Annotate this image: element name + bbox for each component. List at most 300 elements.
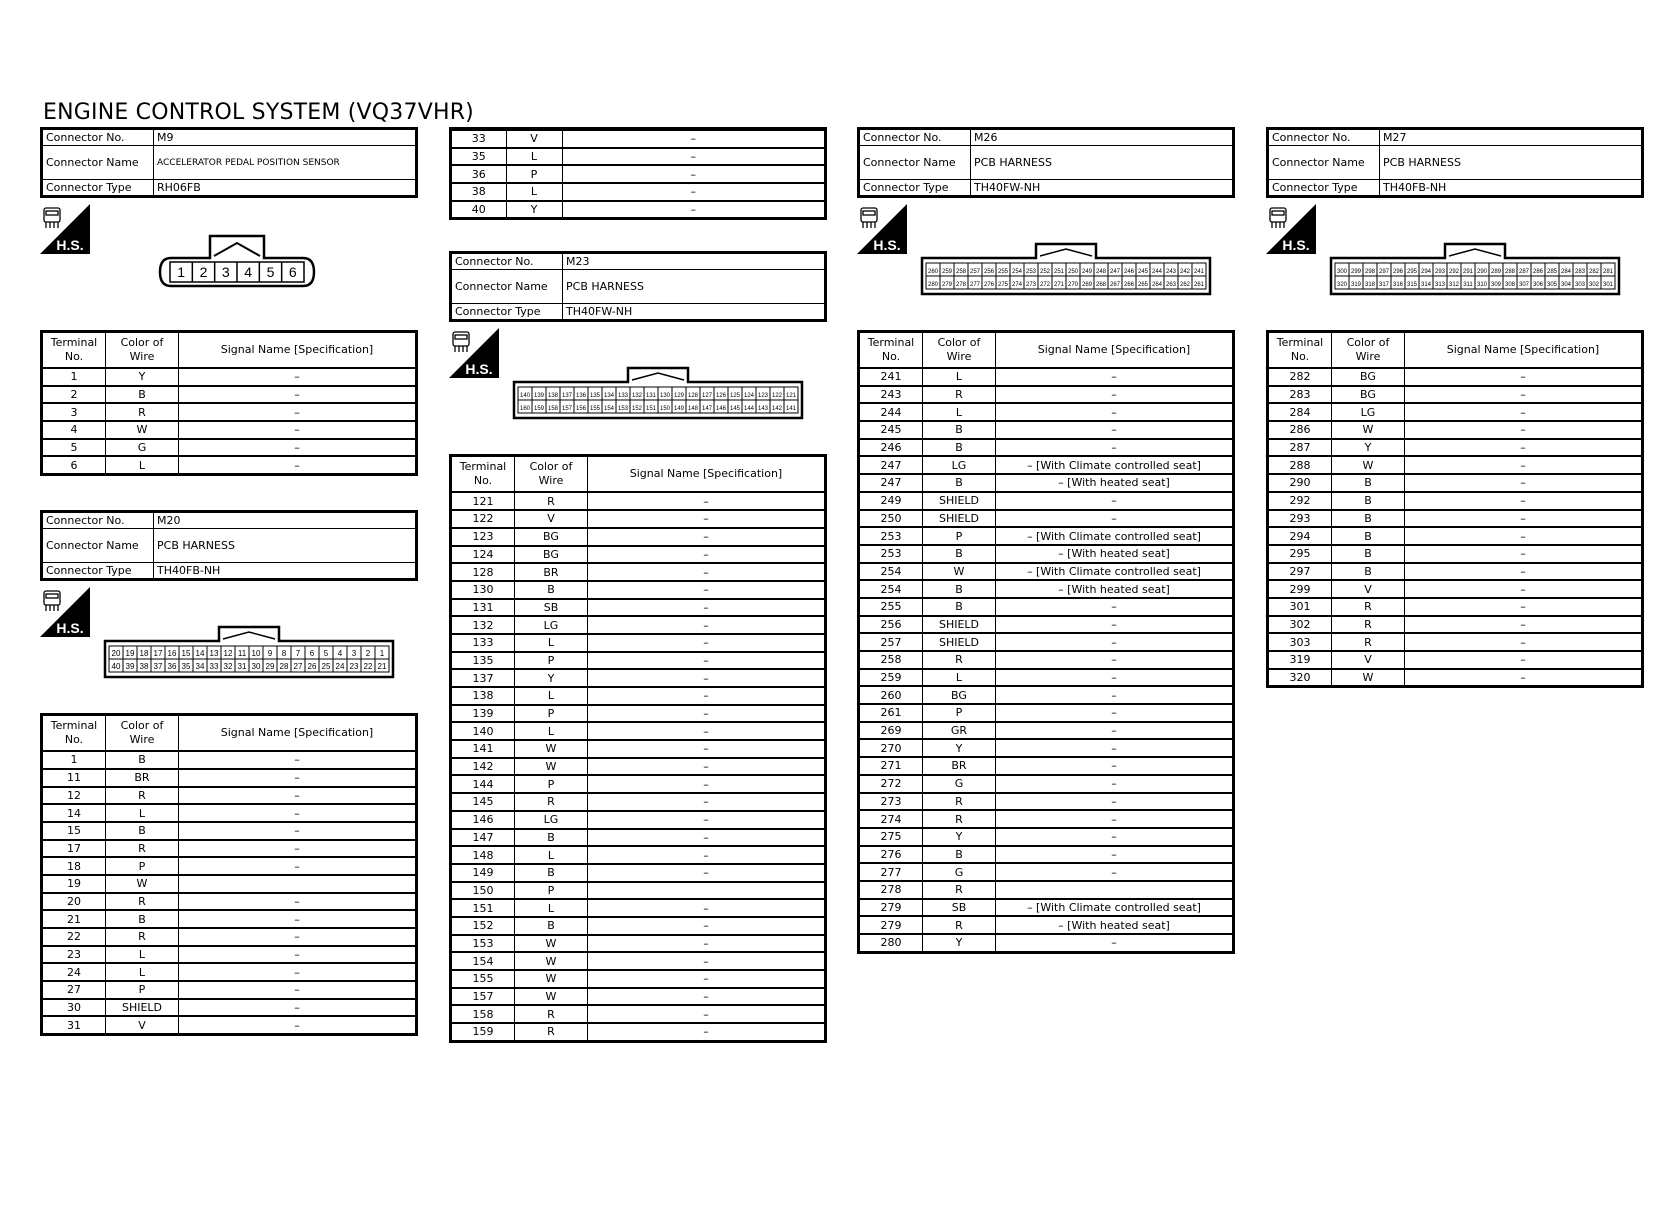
- signal-name: [179, 875, 417, 893]
- wire-color: P: [515, 775, 588, 793]
- table-row: [42, 928, 417, 946]
- connector-no-label: Connector No.: [859, 129, 971, 146]
- terminal-no: 243: [859, 386, 923, 404]
- signal-name: –: [588, 899, 826, 917]
- signal-name: –: [996, 686, 1234, 704]
- wire-color: L: [106, 946, 179, 964]
- pin-label: 317: [1378, 282, 1390, 288]
- signal-name: –: [588, 935, 826, 953]
- wire-color: B: [1332, 563, 1405, 581]
- pin-label: 270: [1067, 282, 1079, 288]
- pin-label: 10: [251, 649, 261, 659]
- table-row: [451, 1005, 826, 1023]
- terminal-no: 124: [451, 546, 515, 564]
- signal-name: –: [179, 769, 417, 787]
- table-row: [1268, 421, 1643, 439]
- pin-label: 129: [673, 393, 685, 400]
- table-row: [859, 793, 1234, 811]
- terminal-no: 138: [451, 687, 515, 705]
- wire-color-header: Color of Wire: [106, 715, 179, 752]
- pin-label: 154: [603, 406, 615, 413]
- wire-color: P: [515, 882, 588, 900]
- table-row: [42, 875, 417, 893]
- table-row: [42, 893, 417, 911]
- table-row: [1268, 368, 1643, 386]
- pin-label: 283: [1574, 269, 1586, 275]
- signal-name: –: [996, 775, 1234, 793]
- connector-info-table: [40, 510, 418, 581]
- wire-color: L: [106, 804, 179, 822]
- wire-color: L: [506, 183, 562, 201]
- signal-name: –: [996, 934, 1234, 952]
- pin-label: 17: [153, 649, 163, 659]
- wire-color: BG: [515, 546, 588, 564]
- terminal-no: 121: [451, 492, 515, 510]
- signal-name: –: [179, 981, 417, 999]
- table-row: [859, 492, 1234, 510]
- wire-color: W: [106, 421, 179, 439]
- wire-color: W: [1332, 456, 1405, 474]
- terminal-table: [1266, 330, 1644, 688]
- wire-color: L: [106, 456, 179, 474]
- pin-label: 255: [997, 269, 1009, 275]
- pin-label: 158: [547, 406, 559, 413]
- hs-label: H.S.: [873, 237, 901, 253]
- pin-label: 11: [237, 649, 247, 659]
- harness-side-icon: [449, 328, 499, 378]
- connector-block: [449, 251, 827, 1042]
- terminal-table-header: [451, 456, 826, 493]
- pin-label: 6: [288, 264, 297, 280]
- wire-color: LG: [923, 456, 996, 474]
- table-row: [42, 751, 417, 769]
- terminal-no: 319: [1268, 651, 1332, 669]
- signal-name: –: [562, 148, 826, 166]
- wire-color: B: [515, 917, 588, 935]
- signal-name: –: [179, 928, 417, 946]
- pin-label: 149: [673, 406, 685, 413]
- wire-color: B: [1332, 545, 1405, 563]
- signal-name: –: [1405, 492, 1643, 510]
- connector-type-label: Connector Type: [42, 180, 154, 197]
- terminal-no: 157: [451, 988, 515, 1006]
- wire-color: B: [923, 846, 996, 864]
- pin-label: 288: [1504, 269, 1516, 275]
- wire-color: P: [515, 705, 588, 723]
- wire-color: W: [106, 875, 179, 893]
- signal-name: – [With heated seat]: [996, 474, 1234, 492]
- wire-color: R: [923, 881, 996, 899]
- table-row: [859, 598, 1234, 616]
- wire-color: LG: [515, 616, 588, 634]
- terminal-no: 295: [1268, 545, 1332, 563]
- signal-name: –: [996, 810, 1234, 828]
- pin-label: 40: [111, 662, 121, 672]
- pin-label: 28: [279, 662, 289, 672]
- pin-label: 250: [1067, 269, 1079, 275]
- table-row: [451, 705, 826, 723]
- connector-no-row: [42, 129, 417, 146]
- pin-label: 139: [533, 393, 545, 400]
- connector-face-diagram: [920, 242, 1212, 296]
- terminal-table-header: [42, 332, 417, 369]
- signal-name: –: [1405, 510, 1643, 528]
- pin-label: 313: [1434, 282, 1446, 288]
- table-row: [42, 963, 417, 981]
- signal-name: –: [179, 999, 417, 1017]
- table-row: [42, 769, 417, 787]
- signal-name: –: [588, 722, 826, 740]
- table-row: [1268, 492, 1643, 510]
- wire-color: L: [506, 148, 562, 166]
- table-row: [42, 787, 417, 805]
- signal-name: –: [1405, 403, 1643, 421]
- table-row: [451, 492, 826, 510]
- wire-color: GR: [923, 722, 996, 740]
- connector-name-label: Connector Name: [1268, 146, 1380, 180]
- terminal-no: 15: [42, 822, 106, 840]
- connector-no-value: M26: [971, 129, 1234, 146]
- pin-label: 274: [1011, 282, 1023, 288]
- signal-name: –: [996, 439, 1234, 457]
- terminal-no: 283: [1268, 386, 1332, 404]
- signal-name: –: [179, 456, 417, 474]
- terminal-no: 320: [1268, 669, 1332, 687]
- signal-name: –: [179, 439, 417, 457]
- table-row: [451, 510, 826, 528]
- terminal-no: 27: [42, 981, 106, 999]
- terminal-no: 35: [451, 148, 507, 166]
- pin-label: 247: [1109, 269, 1121, 275]
- terminal-no: 257: [859, 633, 923, 651]
- connector-no-row: [859, 129, 1234, 146]
- pin-label: 27: [293, 662, 303, 672]
- terminal-no: 140: [451, 722, 515, 740]
- connector-face-diagram: [103, 625, 395, 679]
- terminal-no: 272: [859, 775, 923, 793]
- pin-label: 142: [771, 406, 783, 413]
- wire-color: V: [1332, 580, 1405, 598]
- terminal-no: 246: [859, 439, 923, 457]
- terminal-no: 253: [859, 545, 923, 563]
- connector-no-value: M27: [1380, 129, 1643, 146]
- page-title: ENGINE CONTROL SYSTEM (VQ37VHR): [43, 100, 474, 125]
- terminal-no: 6: [42, 456, 106, 474]
- pin-label: 146: [715, 406, 727, 413]
- terminal-no: 4: [42, 421, 106, 439]
- wire-color: R: [106, 893, 179, 911]
- wire-color: L: [923, 368, 996, 386]
- signal-name: –: [1405, 545, 1643, 563]
- terminal-no: 303: [1268, 633, 1332, 651]
- table-row: [1268, 633, 1643, 651]
- wire-color: B: [515, 829, 588, 847]
- pin-label: 284: [1560, 269, 1572, 275]
- terminal-no: 33: [451, 131, 507, 148]
- pin-label: 262: [1179, 282, 1191, 288]
- table-row: [451, 165, 826, 183]
- signal-name: –: [179, 946, 417, 964]
- signal-name: –: [179, 751, 417, 769]
- table-row: [859, 545, 1234, 563]
- wire-color: R: [515, 793, 588, 811]
- wire-color: P: [923, 527, 996, 545]
- hs-label: H.S.: [56, 237, 84, 253]
- signal-name: –: [179, 840, 417, 858]
- table-row: [451, 131, 826, 148]
- wire-color: G: [923, 775, 996, 793]
- pin-label: 269: [1081, 282, 1093, 288]
- wire-color: R: [515, 1005, 588, 1023]
- table-row: [1268, 510, 1643, 528]
- connector-name-label: Connector Name: [42, 529, 154, 563]
- terminal-table-header: [42, 715, 417, 752]
- connector-no-value: M23: [563, 253, 826, 270]
- connector-type-row: [1268, 180, 1643, 197]
- table-row: [859, 580, 1234, 598]
- terminal-no: 30: [42, 999, 106, 1017]
- signal-name: –: [996, 403, 1234, 421]
- signal-name-header: Signal Name [Specification]: [179, 332, 417, 369]
- pin-label: 145: [729, 406, 741, 413]
- connector-name-value: PCB HARNESS: [563, 270, 826, 304]
- signal-name: –: [1405, 616, 1643, 634]
- terminal-no: 128: [451, 563, 515, 581]
- connector-face-diagram: [158, 232, 316, 288]
- terminal-no: 12: [42, 787, 106, 805]
- wire-color: R: [923, 916, 996, 934]
- pin-label: 160: [519, 406, 531, 413]
- pin-label: 299: [1350, 269, 1362, 275]
- wire-color: W: [1332, 421, 1405, 439]
- wire-color: V: [515, 510, 588, 528]
- table-row: [451, 183, 826, 201]
- terminal-no: 247: [859, 474, 923, 492]
- wire-color: B: [923, 545, 996, 563]
- table-row: [859, 934, 1234, 952]
- connector-name-value: ACCELERATOR PEDAL POSITION SENSOR: [154, 146, 417, 180]
- terminal-no-header: Terminal No.: [859, 332, 923, 369]
- signal-name: –: [1405, 651, 1643, 669]
- wire-color: R: [1332, 616, 1405, 634]
- pin-label: 242: [1179, 269, 1191, 275]
- table-row: [859, 474, 1234, 492]
- terminal-no: 1: [42, 368, 106, 386]
- table-row: [859, 881, 1234, 899]
- pin-label: 136: [575, 393, 587, 400]
- pin-label: 245: [1137, 269, 1149, 275]
- table-row: [451, 148, 826, 166]
- signal-name: –: [996, 863, 1234, 881]
- table-row: [451, 829, 826, 847]
- wire-color: B: [1332, 527, 1405, 545]
- signal-name-header: Signal Name [Specification]: [588, 456, 826, 493]
- pin-label: 276: [983, 282, 995, 288]
- signal-name: –: [588, 952, 826, 970]
- wire-color: W: [515, 952, 588, 970]
- terminal-no: 130: [451, 581, 515, 599]
- terminal-no: 135: [451, 652, 515, 670]
- pin-label: 275: [997, 282, 1009, 288]
- pin-label: 319: [1350, 282, 1362, 288]
- terminal-no: 158: [451, 1005, 515, 1023]
- signal-name: –: [996, 616, 1234, 634]
- terminal-no: 1: [42, 751, 106, 769]
- pin-label: 291: [1462, 269, 1474, 275]
- connector-type-row: [859, 180, 1234, 197]
- connector-name-label: Connector Name: [451, 270, 563, 304]
- column-1: [40, 127, 418, 1036]
- table-row: [42, 403, 417, 421]
- terminal-no: 22: [42, 928, 106, 946]
- table-row: [451, 528, 826, 546]
- wire-color: B: [1332, 510, 1405, 528]
- pin-label: 18: [139, 649, 149, 659]
- terminal-no: 282: [1268, 368, 1332, 386]
- pin-label: 137: [561, 393, 573, 400]
- pin-label: 300: [1336, 269, 1348, 275]
- pin-label: 22: [363, 662, 373, 672]
- signal-name: –: [996, 386, 1234, 404]
- signal-name: –: [588, 740, 826, 758]
- pin-label: 316: [1392, 282, 1404, 288]
- wire-color: R: [923, 793, 996, 811]
- signal-name: – [With Climate controlled seat]: [996, 563, 1234, 581]
- table-row: [42, 999, 417, 1017]
- wire-color: B: [1332, 492, 1405, 510]
- table-row: [859, 563, 1234, 581]
- signal-name: –: [996, 828, 1234, 846]
- pin-label: 126: [715, 393, 727, 400]
- wire-color: P: [515, 652, 588, 670]
- signal-name: –: [588, 846, 826, 864]
- connector-name-row: [42, 146, 417, 180]
- pin-label: 295: [1406, 269, 1418, 275]
- terminal-no: 280: [859, 934, 923, 952]
- connector-name-value: PCB HARNESS: [154, 529, 417, 563]
- signal-name: –: [1405, 669, 1643, 687]
- terminal-table: [449, 454, 827, 1042]
- table-row: [451, 599, 826, 617]
- table-row: [859, 810, 1234, 828]
- terminal-no: 261: [859, 704, 923, 722]
- wire-color: V: [506, 131, 562, 148]
- signal-name: –: [588, 917, 826, 935]
- pin-label: 246: [1123, 269, 1135, 275]
- wire-color: B: [923, 474, 996, 492]
- signal-name: –: [588, 864, 826, 882]
- table-row: [451, 882, 826, 900]
- connector-type-label: Connector Type: [859, 180, 971, 197]
- pin-label: 127: [701, 393, 713, 400]
- table-row: [1268, 439, 1643, 457]
- column-2: [449, 127, 827, 1043]
- signal-name: –: [588, 634, 826, 652]
- wire-color: B: [106, 751, 179, 769]
- table-row: [859, 633, 1234, 651]
- pin-label: 12: [223, 649, 233, 659]
- terminal-no: 278: [859, 881, 923, 899]
- pin-label: 294: [1420, 269, 1432, 275]
- signal-name: –: [179, 386, 417, 404]
- table-row: [451, 988, 826, 1006]
- pin-label: 155: [589, 406, 601, 413]
- terminal-no: 2: [42, 386, 106, 404]
- wire-color: W: [515, 970, 588, 988]
- terminal-no: 241: [859, 368, 923, 386]
- table-row: [451, 687, 826, 705]
- signal-name: [996, 881, 1234, 899]
- terminal-table: [449, 127, 827, 220]
- table-row: [859, 651, 1234, 669]
- pin-label: 23: [349, 662, 359, 672]
- connector-name-label: Connector Name: [859, 146, 971, 180]
- wire-color: LG: [515, 811, 588, 829]
- pin-label: 259: [941, 269, 953, 275]
- pin-label: 1: [177, 264, 186, 280]
- connector-no-value: M20: [154, 512, 417, 529]
- signal-name: –: [996, 421, 1234, 439]
- terminal-no: 301: [1268, 598, 1332, 616]
- hs-label: H.S.: [56, 620, 84, 637]
- table-row: [451, 899, 826, 917]
- pin-label: 251: [1053, 269, 1065, 275]
- table-row: [42, 840, 417, 858]
- pin-label: 271: [1053, 282, 1065, 288]
- signal-name: –: [588, 581, 826, 599]
- table-row: [859, 704, 1234, 722]
- signal-name: –: [588, 705, 826, 723]
- pin-label: 252: [1039, 269, 1051, 275]
- pin-label: 297: [1378, 269, 1390, 275]
- signal-name: –: [562, 165, 826, 183]
- connector-diagram: [1266, 198, 1644, 330]
- connector-type-label: Connector Type: [42, 563, 154, 580]
- terminal-no: 276: [859, 846, 923, 864]
- pin-label: 268: [1095, 282, 1107, 288]
- table-row: [451, 793, 826, 811]
- table-row: [451, 970, 826, 988]
- signal-name: –: [588, 988, 826, 1006]
- pin-label: 131: [645, 393, 657, 400]
- signal-name: –: [588, 970, 826, 988]
- connector-type-label: Connector Type: [1268, 180, 1380, 197]
- signal-name: –: [1405, 386, 1643, 404]
- table-row: [1268, 386, 1643, 404]
- terminal-no: 23: [42, 946, 106, 964]
- terminal-no: 287: [1268, 439, 1332, 457]
- terminal-no: 290: [1268, 474, 1332, 492]
- table-row: [859, 439, 1234, 457]
- wire-color: SB: [515, 599, 588, 617]
- signal-name: – [With heated seat]: [996, 580, 1234, 598]
- table-row: [1268, 563, 1643, 581]
- wire-color: P: [506, 165, 562, 183]
- terminal-no: 256: [859, 616, 923, 634]
- wire-color: L: [515, 687, 588, 705]
- table-row: [42, 857, 417, 875]
- table-row: [859, 368, 1234, 386]
- wire-color: SHIELD: [923, 510, 996, 528]
- pin-label: 125: [729, 393, 741, 400]
- column-4: [1266, 127, 1644, 688]
- table-row: [1268, 403, 1643, 421]
- signal-name: –: [588, 793, 826, 811]
- wire-color: B: [923, 598, 996, 616]
- signal-name: –: [179, 857, 417, 875]
- pin-label: 289: [1490, 269, 1502, 275]
- pin-label: 39: [125, 662, 135, 672]
